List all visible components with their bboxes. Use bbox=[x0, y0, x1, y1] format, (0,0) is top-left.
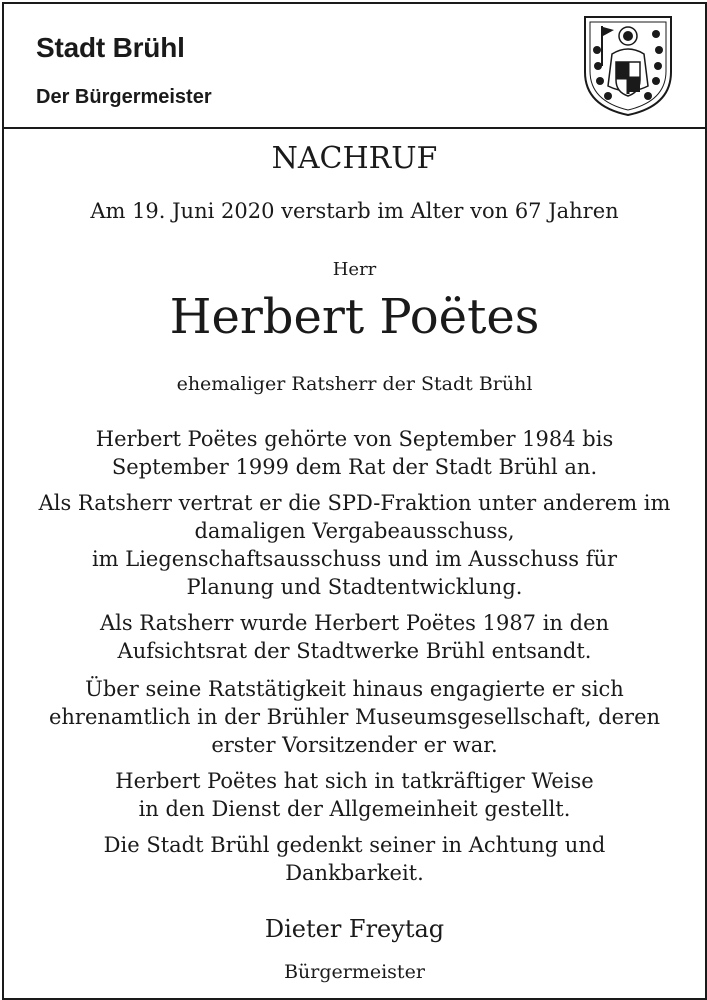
paragraph bbox=[4, 425, 705, 481]
coat-of-arms-icon bbox=[582, 14, 674, 118]
paragraph-line: ehrenamtlich in der Brühler Museumsgesellschaft, deren bbox=[48, 705, 661, 729]
paragraph bbox=[4, 675, 705, 759]
paragraph-line: in den Dienst der Allgemeinheit gestellt. bbox=[138, 797, 571, 821]
paragraph bbox=[4, 489, 705, 601]
notice-intro: Am 19. Juni 2020 verstarb im Alter von 67 Jahren bbox=[90, 199, 619, 223]
paragraph-line: Als Ratsherr vertrat er die SPD-Fraktion unter anderem im bbox=[38, 491, 671, 515]
paragraph-line: Als Ratsherr wurde Herbert Poëtes 1987 in den bbox=[99, 611, 610, 635]
office-title: Der Bürgermeister bbox=[36, 86, 212, 108]
paragraph-line: Herbert Poëtes gehörte von September 1984 bis bbox=[95, 427, 614, 451]
deceased-role: ehemaliger Ratsherr der Stadt Brühl bbox=[176, 373, 533, 395]
paragraph-line: Über seine Ratstätigkeit hinaus engagierte er sich bbox=[85, 677, 624, 701]
paragraph-line: im Liegenschaftsausschuss und im Ausschuss für bbox=[91, 547, 618, 571]
paragraph bbox=[4, 767, 705, 823]
deceased-name: Herbert Poëtes bbox=[169, 289, 540, 345]
obituary-notice bbox=[2, 2, 707, 1000]
paragraph bbox=[4, 609, 705, 665]
paragraph-line: Planung und Stadtentwicklung. bbox=[186, 575, 523, 599]
paragraph-line: Aufsichtsrat der Stadtwerke Brühl entsandt. bbox=[117, 639, 592, 663]
signatory-name: Dieter Freytag bbox=[264, 915, 445, 943]
signatory-title: Bürgermeister bbox=[284, 961, 425, 983]
paragraph-line: damaligen Vergabeausschuss, bbox=[194, 519, 515, 543]
header bbox=[4, 4, 705, 129]
paragraph-line: Die Stadt Brühl gedenkt seiner in Achtung und bbox=[103, 833, 606, 857]
paragraph-line: erster Vorsitzender er war. bbox=[211, 733, 498, 757]
paragraph bbox=[4, 831, 705, 887]
notice-title: NACHRUF bbox=[271, 141, 438, 176]
paragraph-line: September 1999 dem Rat der Stadt Brühl an. bbox=[111, 455, 598, 479]
city-name: Stadt Brühl bbox=[36, 32, 185, 63]
paragraph-line: Herbert Poëtes hat sich in tatkräftiger Weise bbox=[115, 769, 594, 793]
paragraph-line: Dankbarkeit. bbox=[285, 861, 424, 885]
salutation: Herr bbox=[332, 259, 377, 280]
